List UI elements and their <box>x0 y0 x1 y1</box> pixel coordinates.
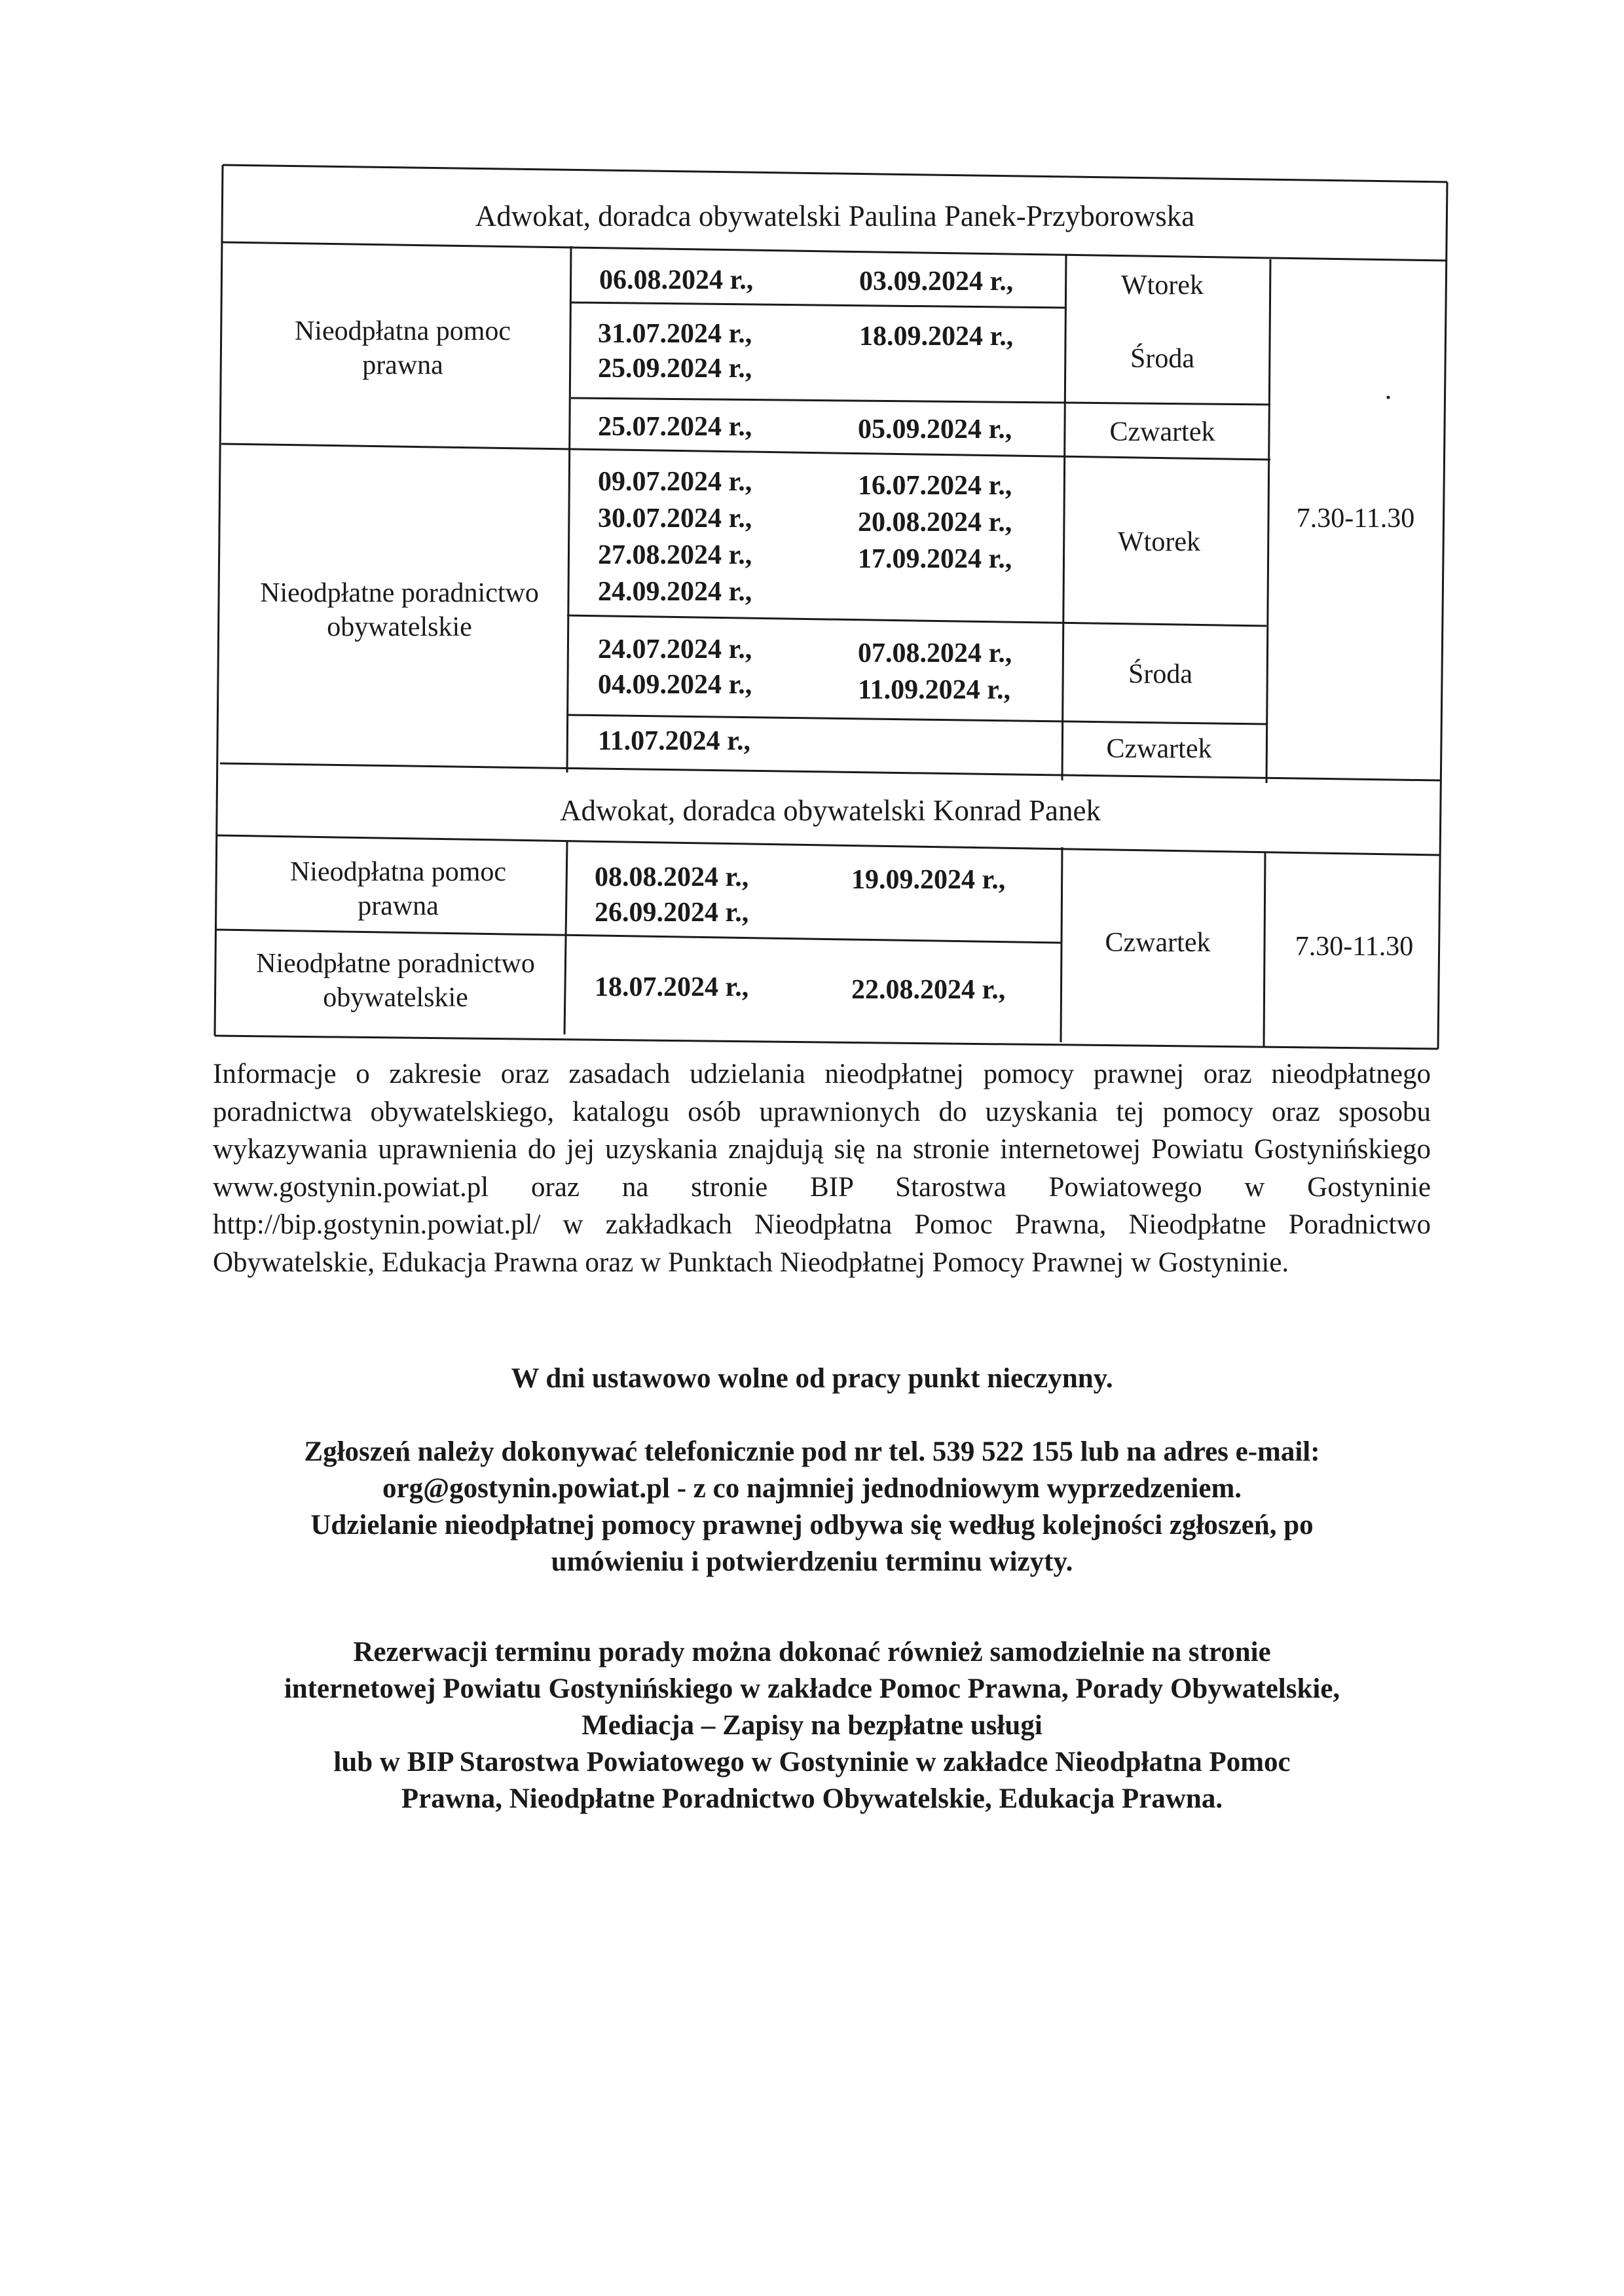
section1-title: Adwokat, doradca obywatelski Paulina Panek-Przyborowska <box>475 200 1195 232</box>
date-cell: 16.07.2024 r., <box>858 471 1012 501</box>
section2-day: Czwartek <box>1105 928 1211 958</box>
date-cell: 27.08.2024 r., <box>598 540 752 570</box>
date-cell: 08.08.2024 r., <box>595 862 749 892</box>
contact-line-3: Udzielanie nieodpłatnej pomocy prawnej odbywa się według kolejności zgłoszeń, po <box>310 1510 1314 1540</box>
date-cell: 24.07.2024 r., <box>598 634 752 665</box>
reservation-line-3: Mediacja – Zapisy na bezpłatne usługi <box>581 1710 1043 1741</box>
section2-hours: 7.30-11.30 <box>1295 932 1414 962</box>
contact-line-1: Zgłoszeń należy dokonywać telefonicznie pod nr tel. 539 522 155 lub na adres e-mail: <box>304 1436 1320 1467</box>
date-cell: 06.08.2024 r., <box>599 265 754 295</box>
day-cell: Czwartek <box>1106 734 1212 764</box>
date-cell: 25.07.2024 r., <box>598 412 752 442</box>
date-cell: 17.09.2024 r., <box>858 544 1012 574</box>
date-cell: 11.09.2024 r., <box>858 675 1010 705</box>
date-cell: 11.07.2024 r., <box>598 726 750 756</box>
reservation-line-2: internetowej Powiatu Gostynińskiego w zakładce Pomoc Prawna, Porady Obywatelskie, <box>284 1673 1340 1704</box>
section1-hours: 7.30-11.30 <box>1296 503 1415 534</box>
day-cell: Wtorek <box>1118 527 1200 557</box>
section1-legal-aid-label-line2: prawna <box>362 350 443 380</box>
reservation-line-1: Rezerwacji terminu porady można dokonać również samodzielnie na stronie <box>353 1637 1271 1667</box>
date-cell: 31.07.2024 r., <box>598 319 752 349</box>
section2-civic-label-line1: Nieodpłatne poradnictwo <box>256 949 535 979</box>
date-cell: 22.08.2024 r., <box>851 975 1006 1005</box>
date-cell: 07.08.2024 r., <box>858 638 1012 668</box>
date-cell: 30.07.2024 r., <box>598 503 752 534</box>
info-paragraph: Informacje o zakresie oraz zasadach udzielania nieodpłatnej pomocy prawnej oraz nieodpłatnego poradnictwa obywatelskiego, katalogu osób uprawnionych do uzyskania tej pomocy oraz sposobu wykazywania uprawnienia do jej uzyskania znajdują się na stronie internetowej Powiatu Gostynińskiego www.gostynin.powiat.pl oraz na stronie BIP Starostwa Powiatowego w Gostyninie http://bip.gostynin.powiat.pl/ w zakładkach Nieodpłatna Pomoc Prawna, Nieodpłatne Poradnictwo Obywatelskie, Edukacja Prawna oraz w Punktach Nieodpłatnej Pomocy Prawnej w Gostyninie. <box>213 1059 1431 1278</box>
section1-legal-aid-label-line1: Nieodpłatna pomoc <box>294 316 511 346</box>
date-cell: 18.07.2024 r., <box>595 972 749 1002</box>
section2-legal-aid-label-line2: prawna <box>358 891 439 921</box>
reservation-line-4: lub w BIP Starostwa Powiatowego w Gostyninie w zakładce Nieodpłatna Pomoc <box>333 1747 1291 1777</box>
closed-notice: W dni ustawowo wolne od pracy punkt nieczynny. <box>511 1363 1113 1394</box>
day-cell: Czwartek <box>1109 417 1215 447</box>
section1-civic-label-line2: obywatelskie <box>327 612 472 642</box>
date-cell: 26.09.2024 r., <box>595 898 749 928</box>
date-cell: 19.09.2024 r., <box>851 865 1006 895</box>
section1-civic-label-line1: Nieodpłatne poradnictwo <box>260 578 539 608</box>
reservation-line-5: Prawna, Nieodpłatne Poradnictwo Obywatelskie, Edukacja Prawna. <box>401 1783 1223 1814</box>
day-cell: Wtorek <box>1121 270 1204 301</box>
date-cell: 18.09.2024 r., <box>859 321 1014 352</box>
date-cell: 20.08.2024 r., <box>858 507 1012 538</box>
day-cell: Środa <box>1130 344 1194 374</box>
contact-line-4: umówieniu i potwierdzeniu terminu wizyty. <box>551 1546 1073 1577</box>
date-cell: 09.07.2024 r., <box>598 467 752 497</box>
date-cell: 04.09.2024 r., <box>598 670 752 700</box>
contact-line-2: org@gostynin.powiat.pl - z co najmniej jednodniowym wyprzedzeniem. <box>382 1473 1242 1504</box>
section2-civic-label-line2: obywatelskie <box>323 983 468 1013</box>
date-cell: 05.09.2024 r., <box>858 414 1012 445</box>
date-cell: 25.09.2024 r., <box>598 354 752 384</box>
date-cell: 24.09.2024 r., <box>598 577 752 607</box>
section2-legal-aid-label-line1: Nieodpłatna pomoc <box>289 857 507 887</box>
date-cell: 03.09.2024 r., <box>859 266 1014 297</box>
section2-title: Adwokat, doradca obywatelski Konrad Panek <box>559 794 1101 827</box>
day-cell: Środa <box>1128 659 1192 689</box>
